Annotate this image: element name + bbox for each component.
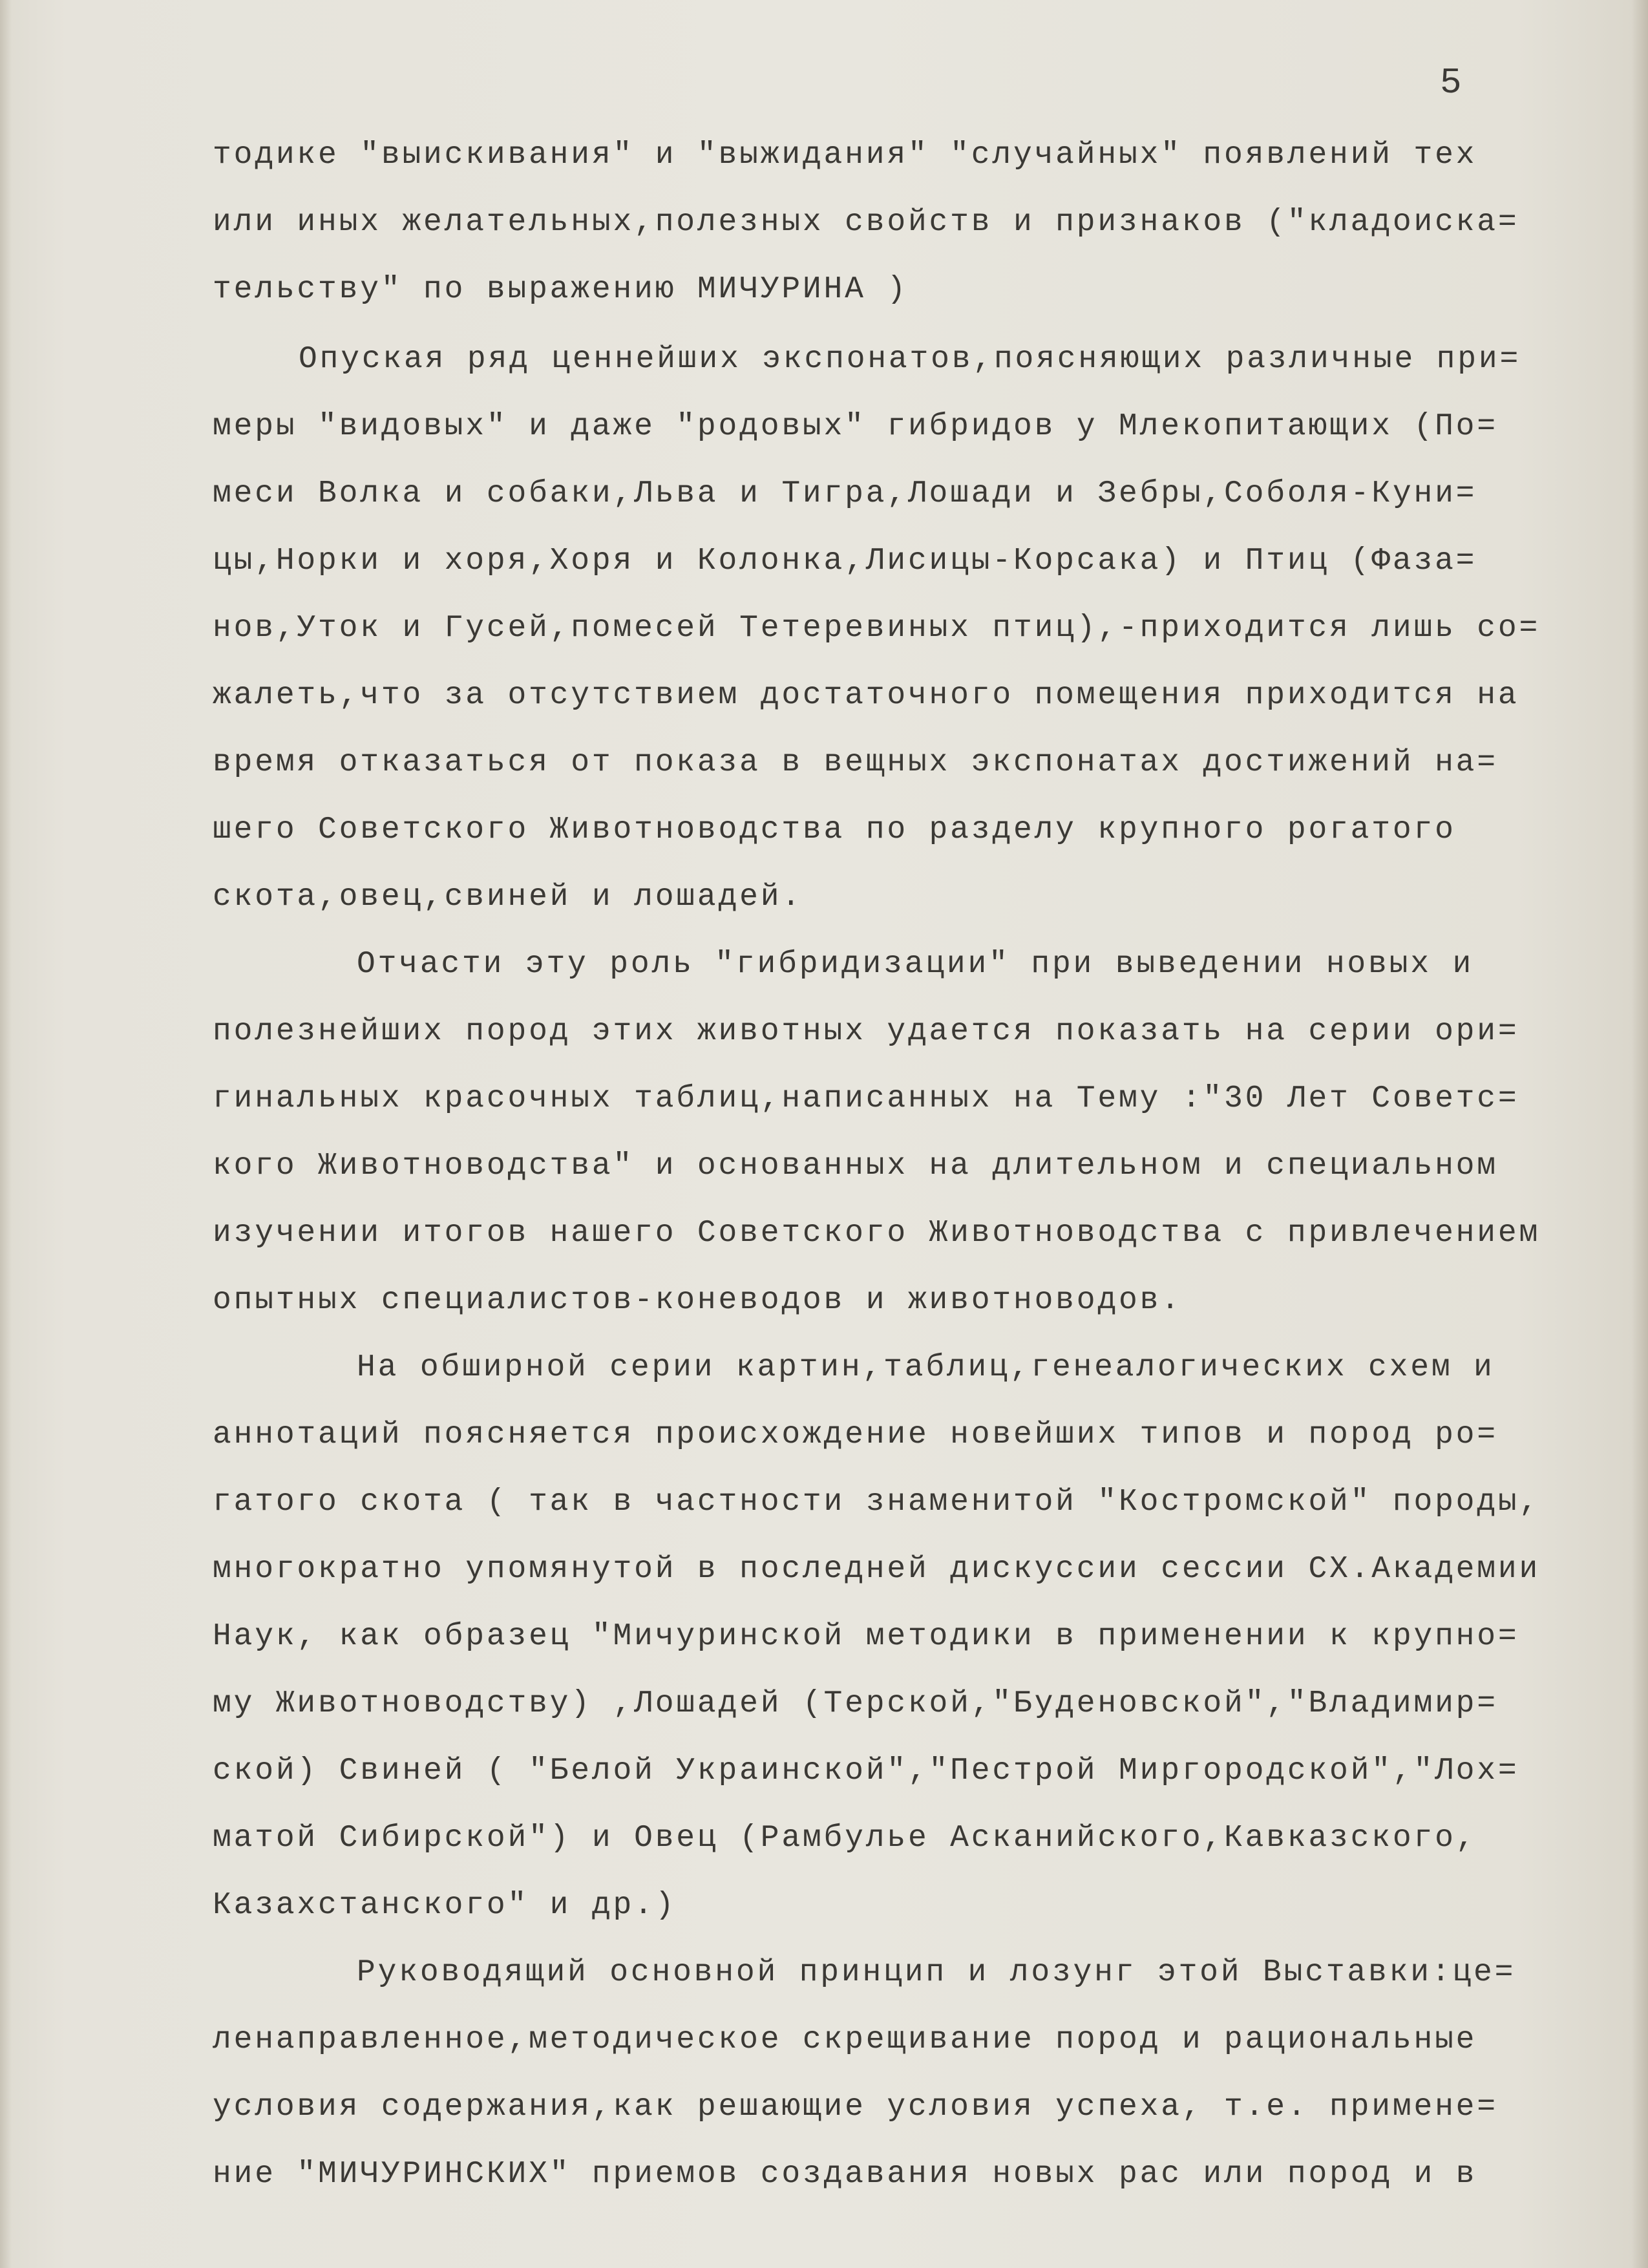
text-line: меси Волка и собаки,Льва и Тигра,Лошади и Зебры,Соболя-Куни= bbox=[213, 476, 1477, 511]
text-line: многократно упомянутой в последней дискуссии сессии СХ.Академии bbox=[213, 1552, 1541, 1587]
text-line: условия содержания,как решающие условия успеха, т.е. примене= bbox=[213, 2090, 1498, 2125]
text-line: меры "видовых" и даже "родовых" гибридов у Млекопитающих (По= bbox=[213, 409, 1498, 444]
text-line: ние "МИЧУРИНСКИХ" приемов создавания новых рас или пород и в bbox=[213, 2157, 1477, 2192]
text-line: Опуская ряд ценнейших экспонатов,поясняющих различные при= bbox=[299, 342, 1521, 377]
text-line: гинальных красочных таблиц,написанных на Тему :"30 Лет Советс= bbox=[213, 1081, 1519, 1116]
text-line: Руководящий основной принцип и лозунг этой Выставки:це= bbox=[357, 1955, 1516, 1990]
page-number: 5 bbox=[1440, 62, 1462, 103]
text-line: тельству" по выражению МИЧУРИНА ) bbox=[213, 272, 908, 307]
text-line: опытных специалистов-коневодов и животноводов. bbox=[213, 1283, 1182, 1318]
text-line: цы,Норки и хоря,Хоря и Колонка,Лисицы-Корсака) и Птиц (Фаза= bbox=[213, 544, 1477, 578]
paper-edge-left bbox=[0, 0, 12, 2268]
text-line: полезнейших пород этих животных удается показать на серии ори= bbox=[213, 1014, 1519, 1049]
text-line: скота,овец,свиней и лошадей. bbox=[213, 880, 803, 915]
text-line: аннотаций поясняется происхождение новейших типов и пород ро= bbox=[213, 1417, 1498, 1452]
text-line: кого Животноводства" и основанных на длительном и специальном bbox=[213, 1149, 1498, 1183]
text-line: гатого скота ( так в частности знаменитой "Костромской" породы, bbox=[213, 1485, 1541, 1520]
text-line: изучении итогов нашего Советского Животноводства с привлечением bbox=[213, 1216, 1541, 1251]
text-line: матой Сибирской") и Овец (Рамбулье Асканийского,Кавказского, bbox=[213, 1821, 1477, 1856]
text-line: му Животноводству) ,Лошадей (Терской,"Буденовской","Владимир= bbox=[213, 1686, 1498, 1721]
text-line: время отказаться от показа в вещных экспонатах достижений на= bbox=[213, 745, 1498, 780]
text-line: или иных желательных,полезных свойств и признаков ("кладоиска= bbox=[213, 205, 1519, 240]
text-line: Наук, как образец "Мичуринской методики в применении к крупно= bbox=[213, 1619, 1519, 1654]
text-line: На обширной серии картин,таблиц,генеалогических схем и bbox=[357, 1350, 1495, 1385]
text-line: нов,Уток и Гусей,помесей Тетеревиных птиц),-приходится лишь со= bbox=[213, 611, 1541, 646]
text-line: ской) Свиней ( "Белой Украинской","Пестрой Миргородской","Лох= bbox=[213, 1754, 1519, 1788]
paper-edge-right bbox=[1631, 0, 1648, 2268]
text-line: ленаправленное,методическое скрещивание пород и рациональные bbox=[213, 2022, 1477, 2057]
text-line: Казахстанского" и др.) bbox=[213, 1888, 677, 1923]
text-line: тодике "выискивания" и "выжидания" "случайных" появлений тех bbox=[213, 138, 1477, 173]
text-line: Отчасти эту роль "гибридизации" при выведении новых и bbox=[357, 947, 1474, 982]
text-line: шего Советского Животноводства по разделу крупного рогатого bbox=[213, 812, 1456, 847]
text-line: жалеть,что за отсутствием достаточного помещения приходится на bbox=[213, 678, 1519, 713]
